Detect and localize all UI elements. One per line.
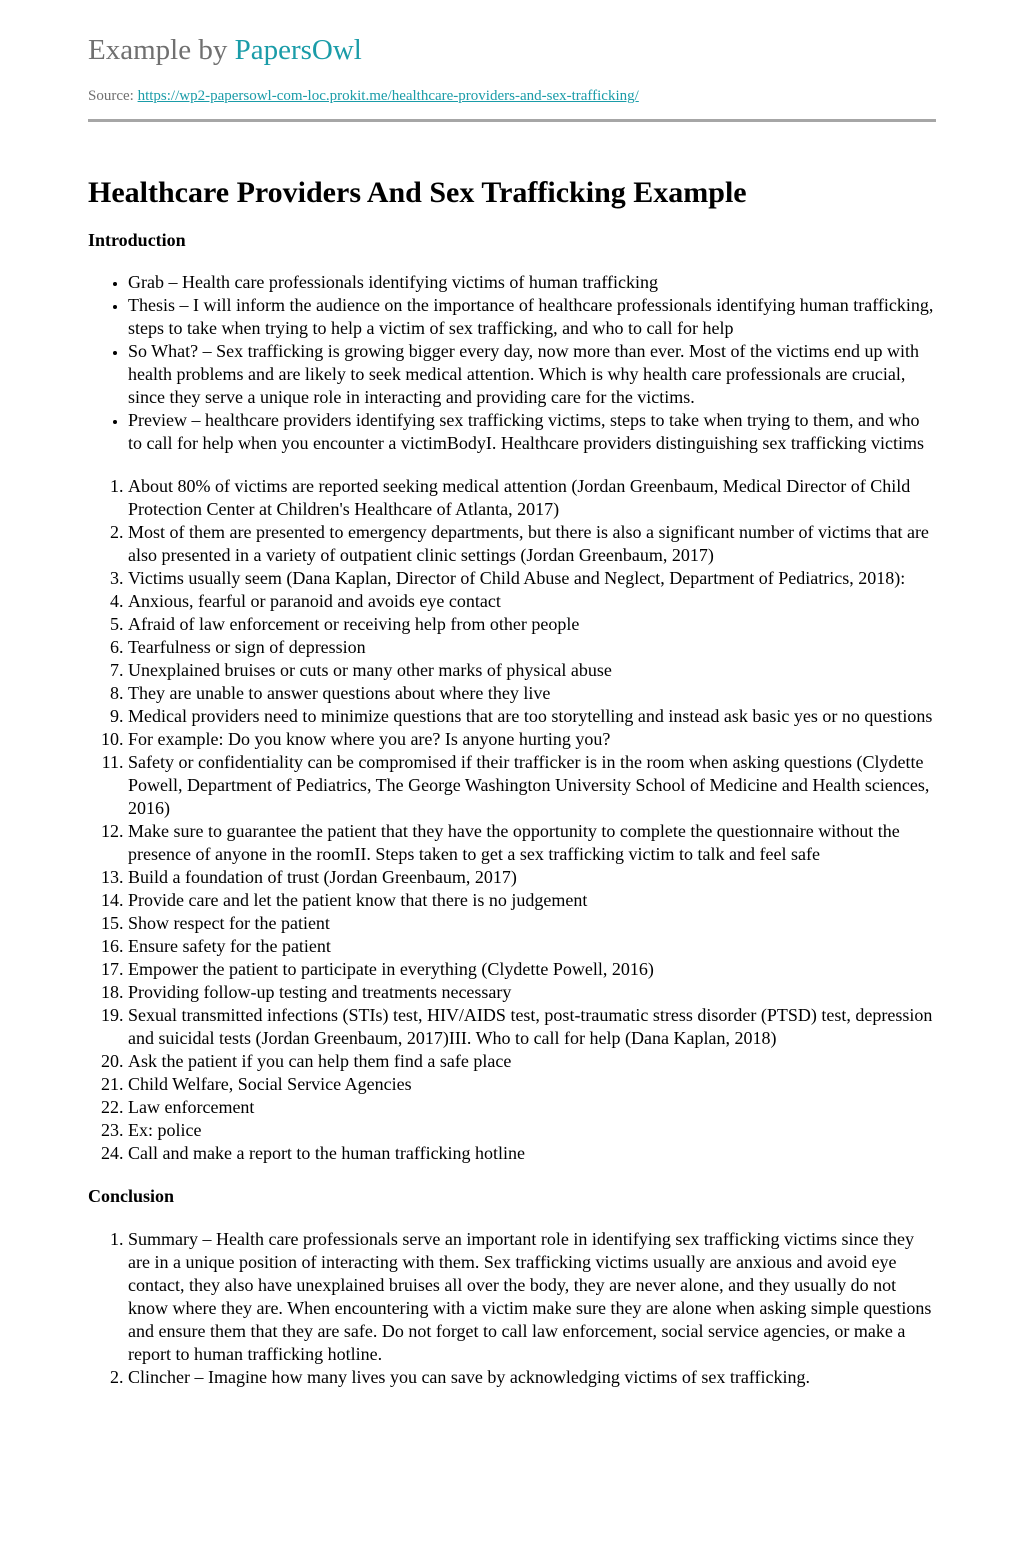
source-link[interactable]: https://wp2-papersowl-com-loc.prokit.me/healthcare-providers-and-sex-trafficking/ [137, 88, 639, 104]
intro-bullet-item: • Preview – healthcare providers identifying sex trafficking victims, steps to take when trying to them, and who to call for help when you encounter a victimBodyI. Healthcare providers distinguishing sex trafficking victims [128, 409, 936, 455]
body-list-item: 15. Show respect for the patient [128, 912, 936, 935]
body-list-item: 16. Ensure safety for the patient [128, 935, 936, 958]
body-list-item: 22. Law enforcement [128, 1096, 936, 1119]
body-list-item: 2. Most of them are presented to emergency departments, but there is also a significant number of victims that are also presented in a variety of outpatient clinic settings (Jordan Greenbaum, 2017) [128, 521, 936, 567]
intro-bullet-item: • Grab – Health care professionals identifying victims of human trafficking [128, 271, 936, 294]
header-divider [88, 119, 936, 122]
body-list-item: 10. For example: Do you know where you are? Is anyone hurting you? [128, 728, 936, 751]
body-list-item: 6. Tearfulness or sign of depression [128, 636, 936, 659]
conclusion-list-item: 2. Clincher – Imagine how many lives you can save by acknowledging victims of sex trafficking. [128, 1366, 936, 1389]
intro-bullet-item: • Thesis – I will inform the audience on the importance of healthcare professionals identifying human trafficking, steps to take when trying to help a victim of sex trafficking, and who to call for help [128, 294, 936, 340]
body-list-item: 19. Sexual transmitted infections (STIs) test, HIV/AIDS test, post-traumatic stress disorder (PTSD) test, depression and suicidal tests (Jordan Greenbaum, 2017)III. Who to call for help (Dana Kaplan, 2018) [128, 1004, 936, 1050]
body-list-item: 3. Victims usually seem (Dana Kaplan, Director of Child Abuse and Neglect, Department of Pediatrics, 2018): [128, 567, 936, 590]
body-numbered-list [88, 475, 936, 1165]
conclusion-heading: Conclusion [88, 1186, 175, 1206]
body-list-item: 23. Ex: police [128, 1119, 936, 1142]
brand-header [88, 28, 936, 72]
body-list-item: 1. About 80% of victims are reported seeking medical attention (Jordan Greenbaum, Medical Director of Child Protection Center at Children's Healthcare of Atlanta, 2017) [128, 475, 936, 521]
conclusion-numbered-list [88, 1228, 936, 1389]
body-list-item: 5. Afraid of law enforcement or receiving help from other people [128, 613, 936, 636]
body-list-item: 24. Call and make a report to the human trafficking hotline [128, 1142, 936, 1165]
introduction-heading: Introduction [88, 230, 186, 250]
body-list-item: 20. Ask the patient if you can help them find a safe place [128, 1050, 936, 1073]
introduction-bullet-list [88, 271, 936, 455]
brand-name: PapersOwl [234, 34, 362, 66]
source-line [88, 86, 936, 106]
body-list-item: 21. Child Welfare, Social Service Agencies [128, 1073, 936, 1096]
body-list-item: 13. Build a foundation of trust (Jordan Greenbaum, 2017) [128, 866, 936, 889]
body-list-item: 4. Anxious, fearful or paranoid and avoids eye contact [128, 590, 936, 613]
intro-bullet-item: • So What? – Sex trafficking is growing bigger every day, now more than ever. Most of the victims end up with health problems and are likely to seek medical attention. Which is why health care professionals are crucial, since they serve a unique role in interacting and providing care for the victims. [128, 340, 936, 409]
body-list-item: 9. Medical providers need to minimize questions that are too storytelling and instead ask basic yes or no questions [128, 705, 936, 728]
page-title: Healthcare Providers And Sex Trafficking Example [88, 176, 747, 209]
body-list-item: 8. They are unable to answer questions about where they live [128, 682, 936, 705]
body-list-item: 17. Empower the patient to participate in everything (Clydette Powell, 2016) [128, 958, 936, 981]
body-list-item: 12. Make sure to guarantee the patient that they have the opportunity to complete the questionnaire without the presence of anyone in the roomII. Steps taken to get a sex trafficking victim to talk and feel safe [128, 820, 936, 866]
conclusion-list-item: 1. Summary – Health care professionals serve an important role in identifying sex trafficking victims since they are in a unique position of interacting with them. Sex trafficking victims usually are anxious and avoid eye contact, they also have unexplained bruises all over the body, they are never alone, and they usually do not know where they are. When encountering with a victim make sure they are alone when asking simple questions and ensure them that they are safe. Do not forget to call law enforcement, social service agencies, or make a report to human trafficking hotline. [128, 1228, 936, 1366]
body-list-item: 11. Safety or confidentiality can be compromised if their trafficker is in the room when asking questions (Clydette Powell, Department of Pediatrics, The George Washington University School of Medicine and Health sciences, 2016) [128, 751, 936, 820]
body-list-item: 14. Provide care and let the patient know that there is no judgement [128, 889, 936, 912]
brand-prefix: Example by [88, 34, 228, 66]
body-list-item: 7. Unexplained bruises or cuts or many other marks of physical abuse [128, 659, 936, 682]
document-page [88, 28, 936, 1389]
source-label: Source: [88, 88, 134, 104]
body-list-item: 18. Providing follow-up testing and treatments necessary [128, 981, 936, 1004]
